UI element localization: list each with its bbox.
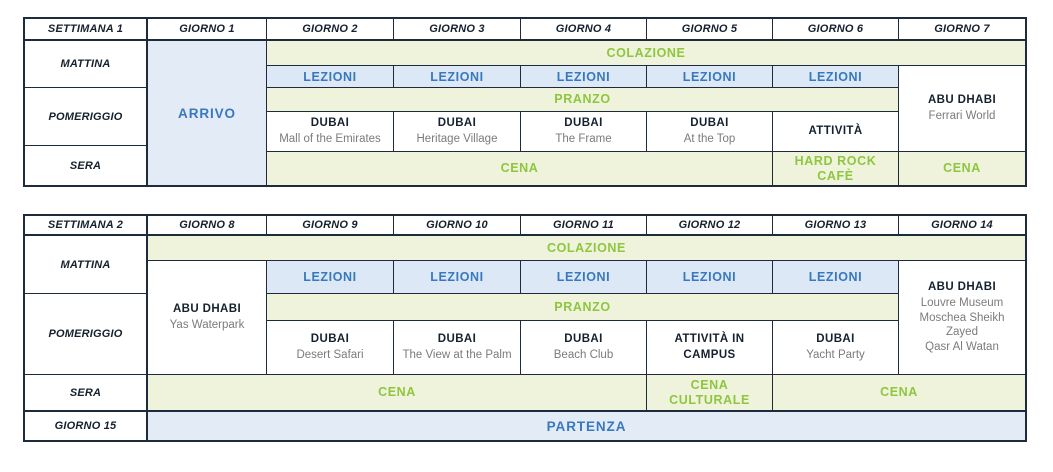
week1-cell-dubai-mall-of-the-emirates <box>267 112 394 152</box>
week1-cell-lezioni-giorno-3: LEZIONI <box>394 66 521 88</box>
activity-subtitle: At the Top <box>683 132 736 145</box>
activity-title: DUBAI <box>437 117 477 130</box>
week1-cell-dubai-at-the-top <box>647 112 773 152</box>
activity-title: DUBAI <box>564 333 603 346</box>
week1-header-giorno-2: GIORNO 2 <box>267 19 394 41</box>
week1-cell-dubai-the-frame <box>521 112 647 152</box>
activity-line-louvre-museum: Louvre Museum <box>920 296 1004 309</box>
week2-row-label-mattina: MATTINA <box>25 236 148 294</box>
activity-subtitle: The Frame <box>555 132 612 145</box>
activity-subtitle: Yas Waterpark <box>169 318 245 331</box>
week1-row-label-sera: SERA <box>25 146 148 185</box>
week1-day7-title: ABU DHABI <box>927 94 997 107</box>
week1-header-giorno-3: GIORNO 3 <box>394 19 521 41</box>
week2-header-giorno-9: GIORNO 9 <box>267 216 394 236</box>
activity-title: DUBAI <box>690 117 729 130</box>
activity-subtitle: The View at the Palm <box>402 348 512 361</box>
week1-cell-lezioni-giorno-4: LEZIONI <box>521 66 647 88</box>
week2-cell-colazione: COLAZIONE <box>148 236 1025 261</box>
week2-cell-lezioni-giorno-10: LEZIONI <box>394 261 521 294</box>
week2-cell-abu-dhabi-louvre <box>899 261 1025 375</box>
week1-cell-attivita <box>773 112 899 152</box>
week2-cell-lezioni-giorno-12: LEZIONI <box>647 261 773 294</box>
week1-header-giorno-7: GIORNO 7 <box>899 19 1025 41</box>
week2-cell-dubai-yacht-party <box>773 321 899 375</box>
activity-title: DUBAI <box>564 117 603 130</box>
week2-cell-lezioni-giorno-13: LEZIONI <box>773 261 899 294</box>
week2-cell-dubai-desert-safari <box>267 321 394 375</box>
week1-cell-cena-giorno-7: CENA <box>899 152 1025 185</box>
activity-title: DUBAI <box>310 333 350 346</box>
week2-cell-cena-left: CENA <box>148 375 647 412</box>
week2-cell-lezioni-giorno-9: LEZIONI <box>267 261 394 294</box>
week2-header-giorno-14: GIORNO 14 <box>899 216 1025 236</box>
week1-header-giorno-5: GIORNO 5 <box>647 19 773 41</box>
week1-header-settimana: SETTIMANA 1 <box>25 19 148 41</box>
week2-cell-cena-right: CENA <box>773 375 1025 412</box>
activity-subtitle: Desert Safari <box>296 348 364 361</box>
week2-cell-dubai-view-at-the-palm <box>394 321 521 375</box>
activity-line-moschea-sheikh-zayed: Moschea Sheikh Zayed <box>919 311 1005 339</box>
activity-title: ABU DHABI <box>927 281 997 294</box>
activity-subtitle: Heritage Village <box>416 132 498 145</box>
week1-table <box>23 17 1027 187</box>
activity-title: ATTIVITÀ <box>808 124 863 137</box>
week1-cell-lezioni-giorno-2: LEZIONI <box>267 66 394 88</box>
week2-header-settimana: SETTIMANA 2 <box>25 216 148 236</box>
week1-row-label-pomeriggio: POMERIGGIO <box>25 88 148 146</box>
week1-header-giorno-6: GIORNO 6 <box>773 19 899 41</box>
week2-header-giorno-12: GIORNO 12 <box>647 216 773 236</box>
week2-cell-cena-culturale: CENA CULTURALE <box>647 375 773 412</box>
week1-cell-pranzo: PRANZO <box>267 88 899 112</box>
week1-cell-arrivo: ARRIVO <box>148 41 267 185</box>
week2-cell-dubai-beach-club <box>521 321 647 375</box>
activity-title: DUBAI <box>310 117 350 130</box>
week1-cell-lezioni-giorno-5: LEZIONI <box>647 66 773 88</box>
week2-header-giorno-10: GIORNO 10 <box>394 216 521 236</box>
week1-day7-subtitle: Ferrari World <box>928 109 996 122</box>
week1-cell-lezioni-giorno-6: LEZIONI <box>773 66 899 88</box>
week2-row-label-giorno-15: GIORNO 15 <box>25 412 148 440</box>
week1-cell-hard-rock-cafe: HARD ROCK CAFÈ <box>773 152 899 185</box>
activity-subtitle: Yacht Party <box>806 348 865 361</box>
week1-row-label-mattina: MATTINA <box>25 41 148 88</box>
week2-table <box>23 214 1027 442</box>
week1-cell-colazione: COLAZIONE <box>267 41 1025 66</box>
week2-cell-partenza: PARTENZA <box>148 412 1025 440</box>
week2-header-giorno-13: GIORNO 13 <box>773 216 899 236</box>
week2-cell-lezioni-giorno-11: LEZIONI <box>521 261 647 294</box>
week1-cell-dubai-heritage-village <box>394 112 521 152</box>
week1-cell-cena: CENA <box>267 152 773 185</box>
week2-header-giorno-8: GIORNO 8 <box>148 216 267 236</box>
week2-header-giorno-11: GIORNO 11 <box>521 216 647 236</box>
activity-subtitle: Beach Club <box>553 348 614 361</box>
week2-cell-pranzo: PRANZO <box>267 294 899 321</box>
week2-row-label-pomeriggio: POMERIGGIO <box>25 294 148 375</box>
week2-row-label-sera: SERA <box>25 375 148 412</box>
activity-title: DUBAI <box>816 333 855 346</box>
week1-header-giorno-4: GIORNO 4 <box>521 19 647 41</box>
activity-title: ABU DHABI <box>172 303 242 316</box>
activity-subtitle: Mall of the Emirates <box>279 132 381 145</box>
activity-title: ATTIVITÀ IN CAMPUS <box>674 332 745 361</box>
week1-cell-abu-dhabi-ferrari-world <box>899 66 1025 152</box>
activity-title: DUBAI <box>437 333 477 346</box>
week1-header-giorno-1: GIORNO 1 <box>148 19 267 41</box>
activity-line-qasr-al-watan: Qasr Al Watan <box>925 340 999 353</box>
week2-cell-attivita-in-campus <box>647 321 773 375</box>
week2-cell-abu-dhabi-yas-waterpark <box>148 261 267 375</box>
